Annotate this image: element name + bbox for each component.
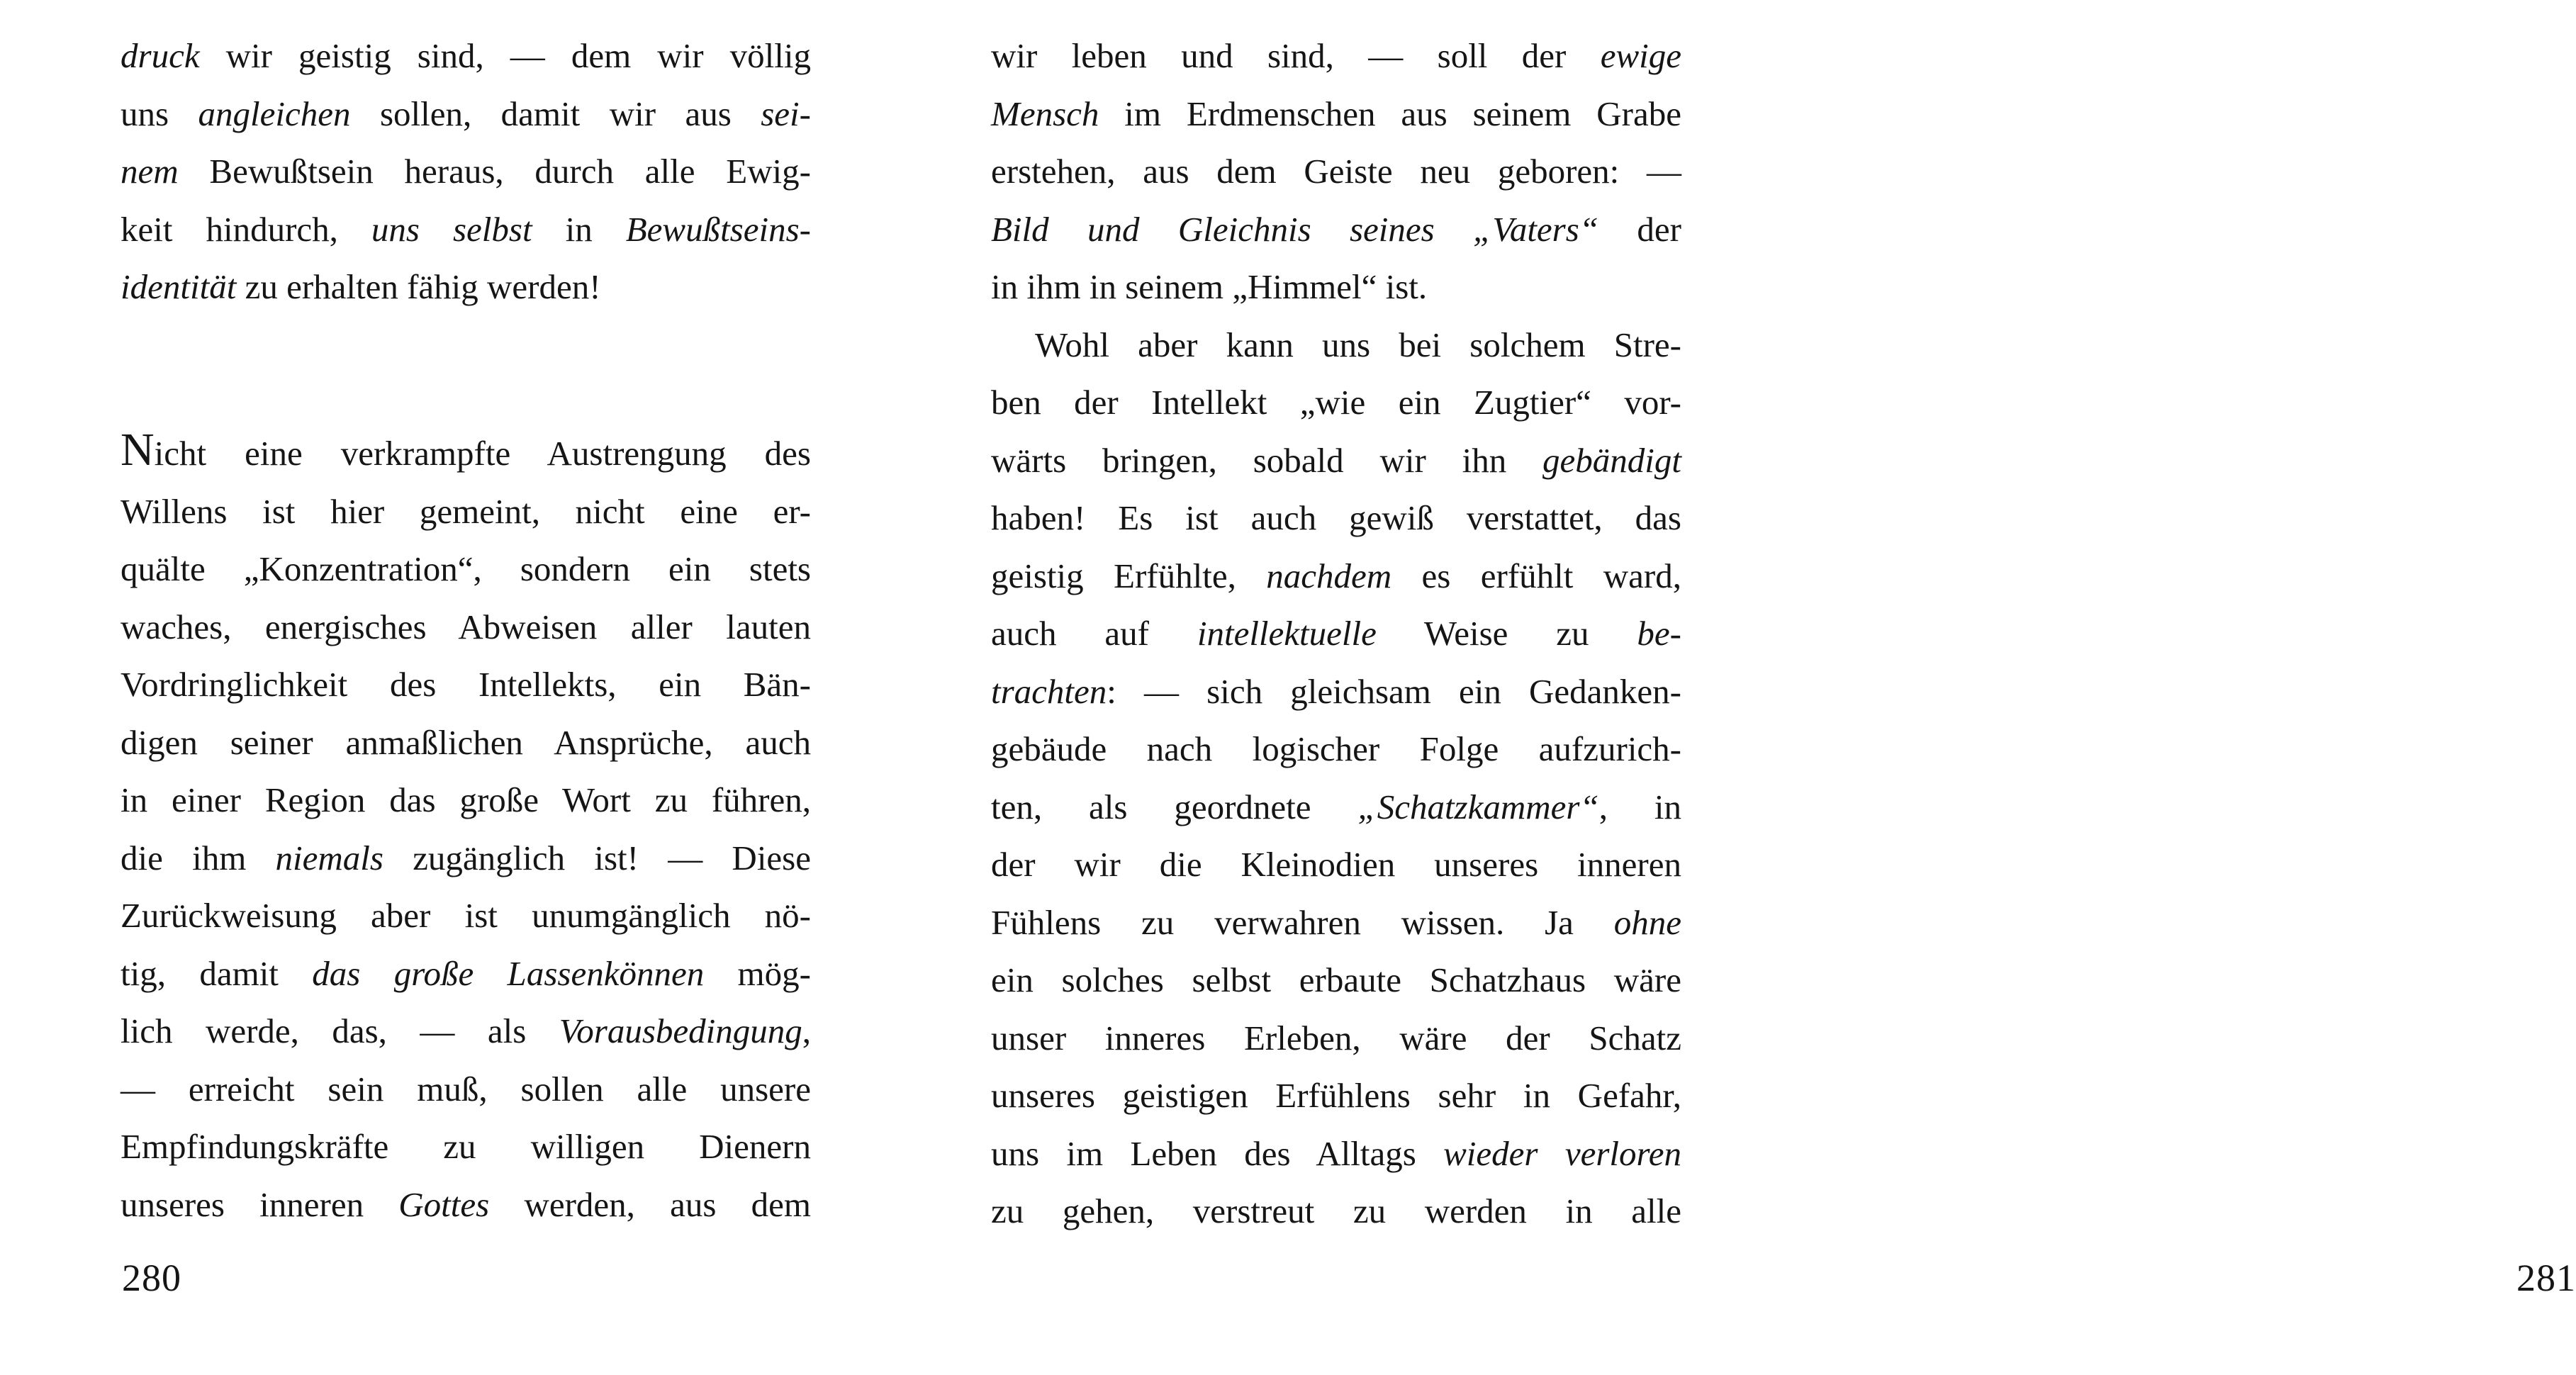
text-line: [991, 778, 1681, 836]
text-run: werden, aus dem: [489, 1184, 811, 1224]
text-line: [121, 714, 811, 772]
italic-text: das große Lassenkönnen: [312, 953, 705, 993]
text-line: [991, 1009, 1681, 1067]
text-run: wärts bringen, sobald wir ihn: [991, 440, 1543, 480]
text-line: [991, 142, 1681, 201]
text-line: [121, 425, 811, 483]
text-line: [991, 663, 1681, 721]
italic-text: druck: [121, 36, 200, 75]
text-run: in einer Region das große Wort zu führen,: [121, 780, 811, 819]
text-run: Weise zu: [1376, 614, 1637, 653]
text-line: [121, 1002, 811, 1060]
text-run: wir leben und sind, — soll der: [991, 36, 1601, 75]
text-run: : — sich gleichsam ein Gedanken-: [1107, 671, 1681, 711]
text-run: uns im Leben des Alltags: [991, 1133, 1444, 1173]
text-run: der wir die Kleinodien unseres inneren: [991, 845, 1681, 884]
right-page: [886, 0, 2576, 1375]
continued-paragraph: [121, 27, 811, 316]
text-run: ein solches selbst erbaute Schatzhaus wäre: [991, 960, 1681, 999]
text-run: ten, als geordnete: [991, 787, 1358, 826]
text-run: — erreicht sein muß, sollen alle unsere: [121, 1069, 811, 1109]
text-line: [121, 258, 811, 316]
text-run: mög-: [704, 953, 811, 993]
drop-cap: N: [121, 424, 155, 476]
text-run: tig, damit: [121, 953, 313, 993]
text-line: [121, 829, 811, 887]
text-line: [121, 540, 811, 598]
text-run: keit hindurch,: [121, 209, 371, 249]
page-number-right: 281: [2516, 1257, 2576, 1299]
paragraph-2: [991, 316, 1681, 1240]
page-number-left: 280: [122, 1257, 181, 1299]
text-run: unseres geistigen Erfühlens sehr in Gefahr,: [991, 1076, 1681, 1115]
italic-text: nachdem: [1266, 556, 1392, 595]
text-run: ,: [802, 1011, 811, 1050]
italic-text: uns selbst: [371, 209, 532, 249]
text-line: [991, 1125, 1681, 1183]
text-line: [121, 483, 811, 541]
italic-text: Gottes: [398, 1184, 490, 1224]
text-line: [991, 1067, 1681, 1125]
italic-text: intellektuelle: [1197, 614, 1377, 653]
text-run: Vordringlichkeit des Intellekts, ein Bän-: [121, 665, 811, 704]
text-run: auch auf: [991, 614, 1197, 653]
text-run: zu erhalten fähig werden!: [236, 267, 601, 306]
text-line: [121, 656, 811, 714]
italic-text: wieder verloren: [1443, 1133, 1681, 1173]
text-line: [121, 1118, 811, 1176]
text-line: [991, 85, 1681, 143]
text-line: [991, 201, 1681, 259]
paragraph-1: [991, 27, 1681, 316]
text-line: [121, 142, 811, 201]
italic-text: ewige: [1600, 36, 1681, 75]
text-run: digen seiner anmaßlichen Ansprüche, auch: [121, 722, 811, 762]
text-line: [991, 894, 1681, 952]
text-run: sollen, damit wir aus: [350, 94, 761, 133]
italic-text: „Schatzkammer“: [1357, 787, 1599, 826]
text-line: [121, 27, 811, 85]
italic-text: Mensch: [991, 94, 1099, 133]
text-line: [121, 945, 811, 1003]
text-run: quälte „Konzentration“, sondern ein stets: [121, 549, 811, 588]
text-run: , in: [1598, 787, 1681, 826]
text-run: der: [1598, 209, 1681, 249]
text-line: [991, 1182, 1681, 1240]
italic-text: sei-: [761, 94, 811, 133]
text-line: [991, 720, 1681, 778]
italic-text: angleichen: [198, 94, 351, 133]
section-paragraph: [121, 425, 811, 1233]
text-line: [991, 605, 1681, 663]
text-run: Fühlens zu verwahren wissen. Ja: [991, 902, 1614, 942]
text-line: [121, 201, 811, 259]
text-run: in ihm in seinem „Himmel“ ist.: [991, 267, 1428, 306]
italic-text: identität: [121, 267, 237, 306]
text-run: Zurückweisung aber ist unumgänglich nö-: [121, 896, 811, 935]
text-run: zu gehen, verstreut zu werden in alle: [991, 1191, 1681, 1230]
text-run: gebäude nach logischer Folge aufzurich-: [991, 729, 1681, 768]
text-run: geistig Erfühlte,: [991, 556, 1267, 595]
text-run: uns: [121, 94, 198, 133]
italic-text: Bild und Gleichnis seines „Vaters“: [991, 209, 1599, 249]
text-line: [991, 951, 1681, 1009]
italic-text: Vorausbedingung: [559, 1011, 802, 1050]
text-line: [121, 771, 811, 829]
text-line: [121, 1176, 811, 1234]
text-line: [991, 374, 1681, 432]
text-run: zugänglich ist! — Diese: [383, 838, 811, 877]
text-line: [121, 1060, 811, 1118]
text-line: [121, 85, 811, 143]
text-run: Wohl aber kann uns bei solchem Stre-: [1035, 325, 1681, 364]
text-line: [991, 27, 1681, 85]
text-run: erstehen, aus dem Geiste neu geboren: —: [991, 152, 1681, 191]
italic-text: Bewußtseins-: [625, 209, 811, 249]
italic-text: ohne: [1613, 902, 1681, 942]
text-run: es erfühlt ward,: [1391, 556, 1681, 595]
text-run: in: [532, 209, 626, 249]
text-line: [121, 887, 811, 945]
text-run: unseres inneren: [121, 1184, 399, 1224]
text-line: [991, 316, 1681, 374]
italic-text: trachten: [991, 671, 1107, 711]
text-line: [991, 836, 1681, 894]
text-run: im Erdmenschen aus seinem Grabe: [1099, 94, 1681, 133]
italic-text: niemals: [275, 838, 383, 877]
text-line: [121, 598, 811, 656]
text-run: wir geistig sind, — dem wir völlig: [199, 36, 811, 75]
text-run: Willens ist hier gemeint, nicht eine er-: [121, 491, 811, 531]
text-line: [991, 547, 1681, 605]
text-line: [991, 432, 1681, 490]
left-page: [0, 0, 886, 1375]
text-run: unser inneres Erleben, wäre der Schatz: [991, 1018, 1681, 1057]
text-run: haben! Es ist auch gewiß verstattet, das: [991, 498, 1681, 537]
text-line: [991, 489, 1681, 547]
italic-text: gebändigt: [1542, 440, 1681, 480]
text-line: [991, 258, 1681, 316]
text-run: die ihm: [121, 838, 276, 877]
text-run: ben der Intellekt „wie ein Zugtier“ vor-: [991, 383, 1681, 422]
italic-text: be-: [1637, 614, 1681, 653]
text-run: Empfindungskräfte zu willigen Dienern: [121, 1127, 811, 1166]
text-run: lich werde, das, — als: [121, 1011, 559, 1050]
text-run: Bewußtsein heraus, durch alle Ewig-: [178, 152, 811, 191]
right-text: [991, 27, 1681, 1240]
italic-text: nem: [121, 152, 179, 191]
text-run: waches, energisches Abweisen aller lauten: [121, 607, 811, 646]
text-run: icht eine verkrampfte Austrengung des: [154, 434, 811, 473]
